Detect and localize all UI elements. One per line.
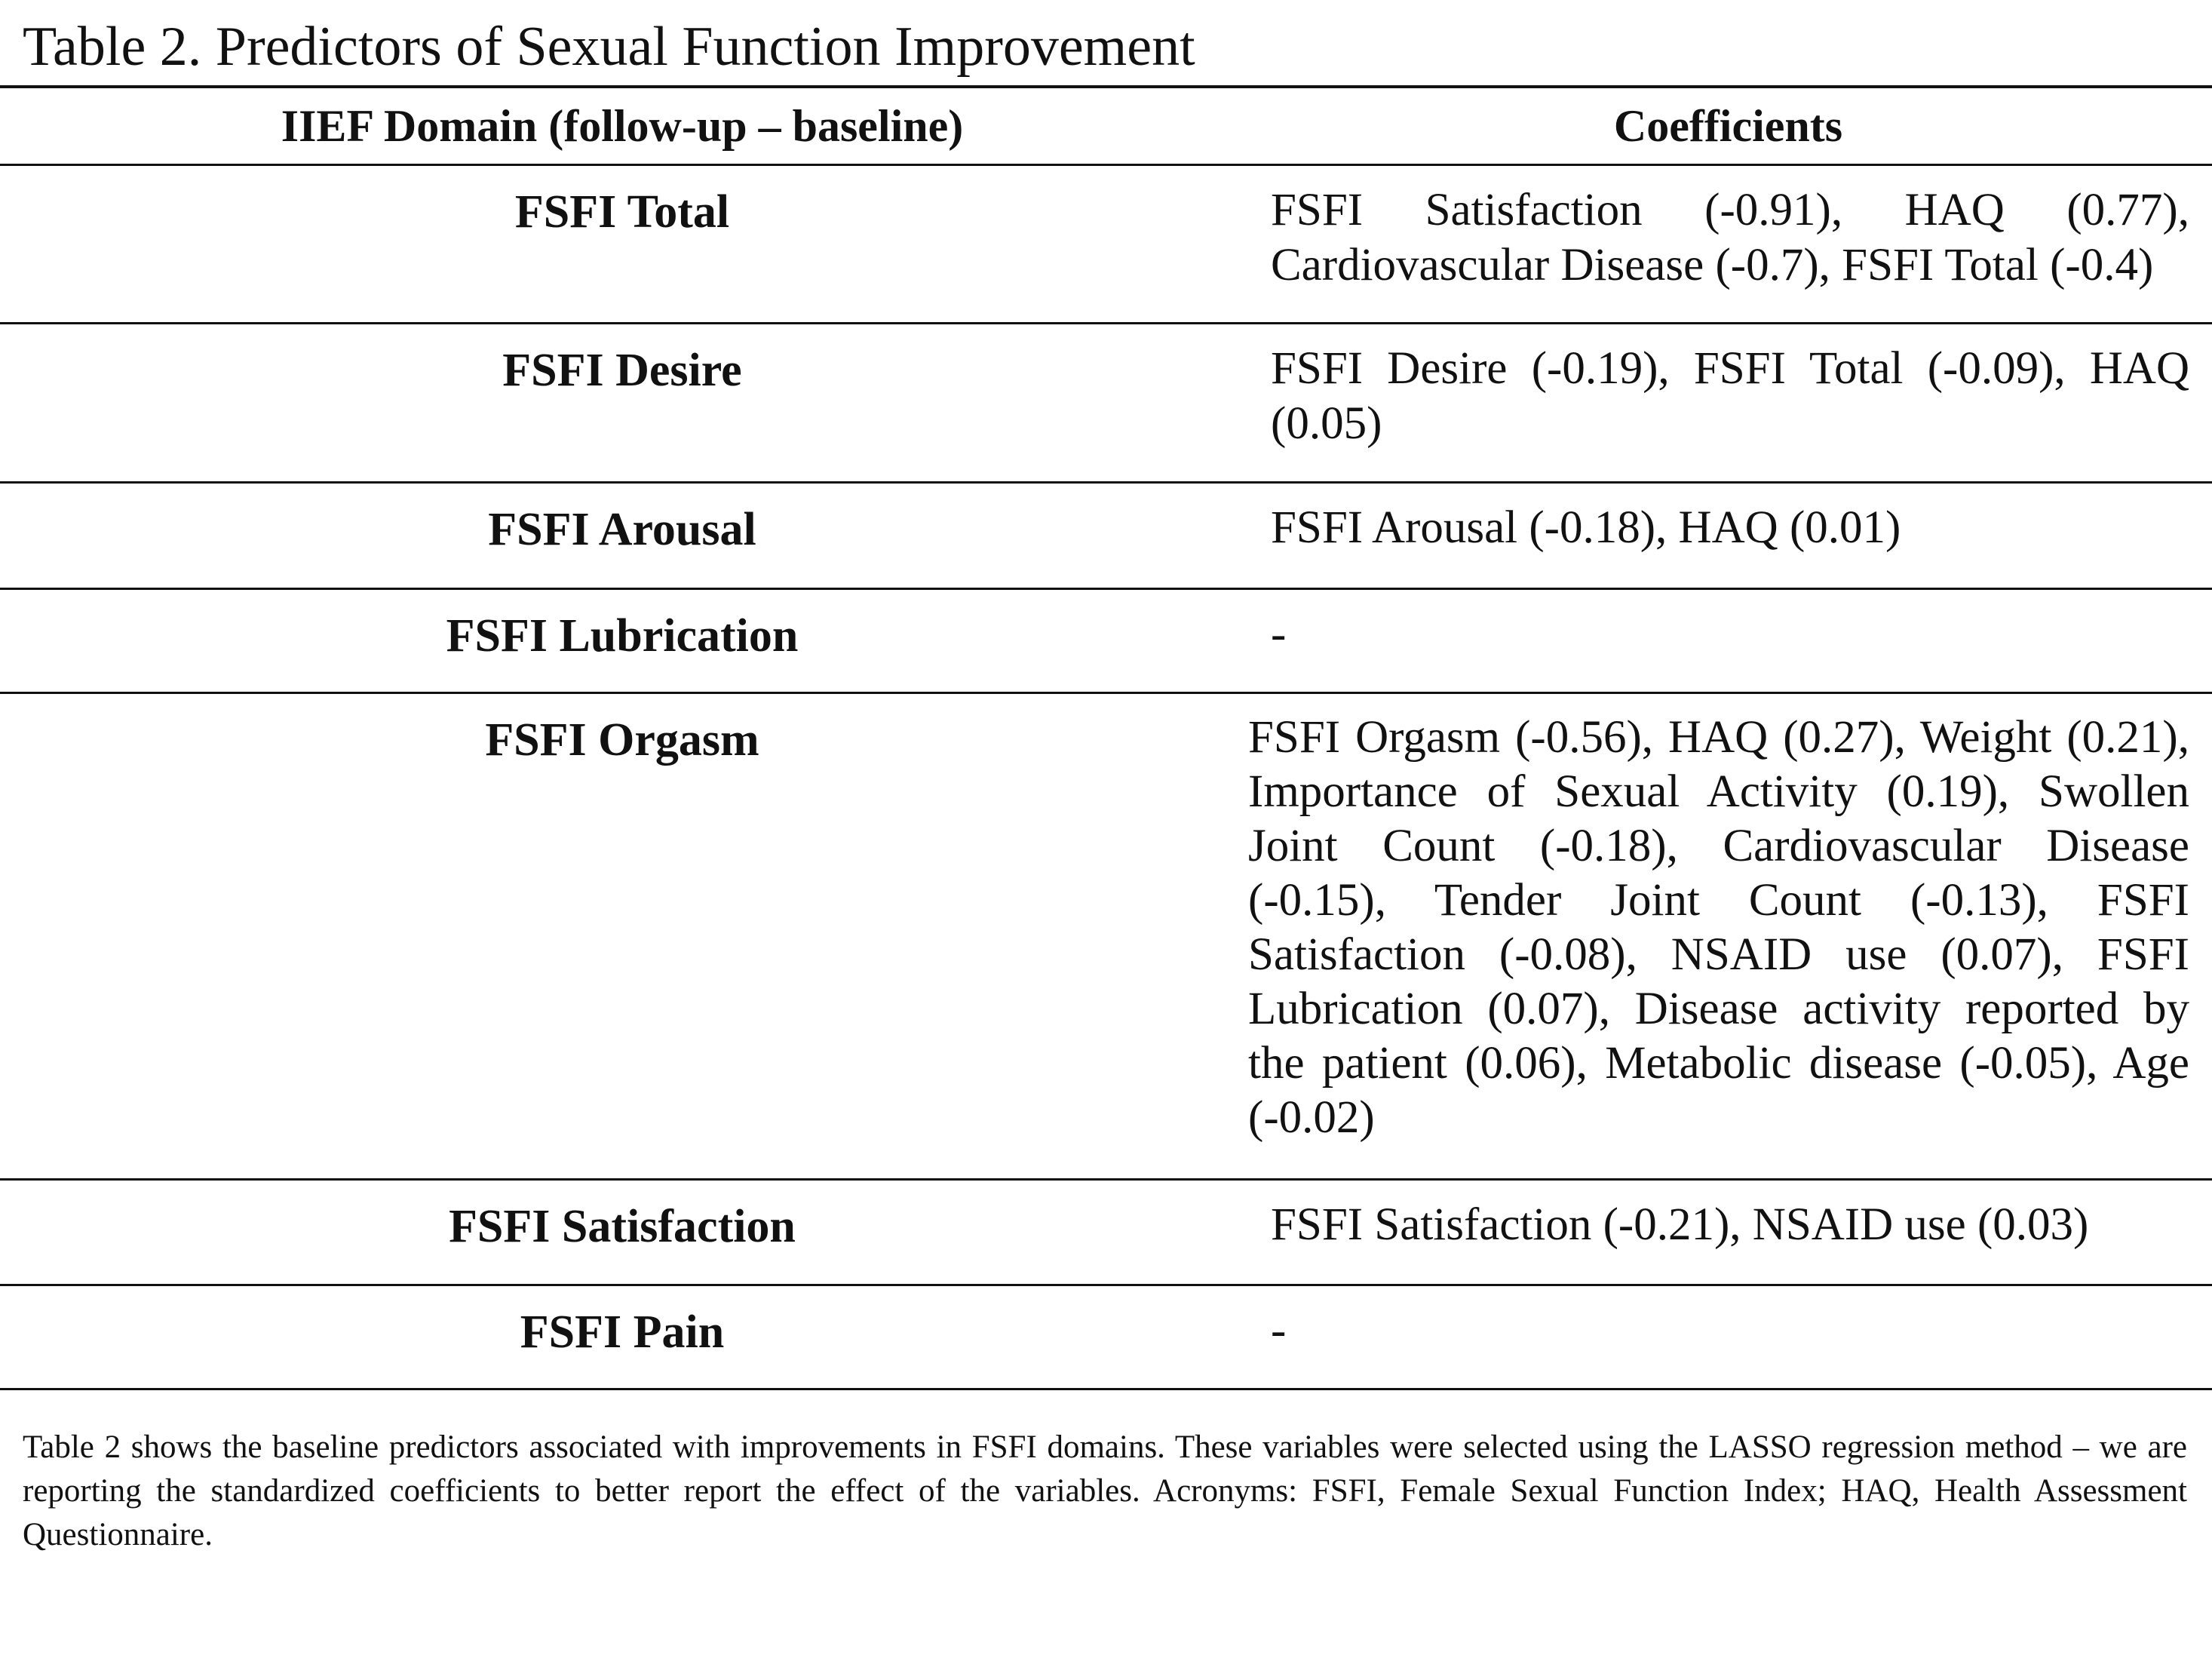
- row-domain: FSFI Pain: [520, 1306, 725, 1358]
- header-domain: IIEF Domain (follow-up – baseline): [281, 100, 964, 151]
- table-row: [0, 589, 2212, 693]
- header-coefficients: Coefficients: [1613, 100, 1843, 151]
- table-title: Table 2. Predictors of Sexual Function Improvement: [23, 16, 1195, 78]
- table-header-row: [0, 87, 2212, 165]
- row-domain: FSFI Total: [514, 186, 730, 238]
- table-row: [0, 693, 2212, 1180]
- table-row: [0, 1285, 2212, 1389]
- table-row: [0, 1180, 2212, 1285]
- row-domain: FSFI Lubrication: [446, 610, 799, 662]
- row-coefficients: FSFI Satisfaction (-0.21), NSAID use (0.03): [1271, 1199, 2089, 1250]
- row-coefficients: -: [1271, 609, 1287, 659]
- row-coefficients: FSFI Satisfaction (-0.91), HAQ (0.77), Cardiovascular Disease (-0.7), FSFI Total (-0.4): [1271, 185, 2189, 290]
- table-row: [0, 165, 2212, 324]
- row-domain: FSFI Orgasm: [485, 714, 759, 766]
- row-coefficients: -: [1271, 1305, 1287, 1356]
- row-coefficients: FSFI Orgasm (-0.56), HAQ (0.27), Weight (0.21), Importance of Sexual Activity (0.19), Swollen Joint Count (-0.18), Cardiovascular Disease (-0.15), Tender Joint Count (-0.13), FSFI Satisfaction (-0.08), NSAID use (0.07), FSFI Lubrication (0.07), Disease activity reported by the patient (0.06), Metabolic disease (-0.05), Age (-0.02): [1248, 712, 2189, 1143]
- predictors-table: [0, 85, 2212, 1390]
- row-domain: FSFI Satisfaction: [449, 1201, 796, 1252]
- table-row: [0, 324, 2212, 483]
- row-coefficients: FSFI Arousal (-0.18), HAQ (0.01): [1271, 502, 1901, 553]
- row-domain: FSFI Arousal: [488, 504, 756, 555]
- table-footnote: Table 2 shows the baseline predictors associated with improvements in FSFI domains. These variables were selected using the LASSO regression method – we are reporting the standardized coefficients to better report the effect of the variables. Acronyms: FSFI, Female Sexual Function Index; HAQ, Health Assessment Questionnaire.: [23, 1429, 2187, 1552]
- row-domain: FSFI Desire: [502, 345, 742, 396]
- row-coefficients: FSFI Desire (-0.19), FSFI Total (-0.09), HAQ (0.05): [1271, 343, 2189, 449]
- table-row: [0, 483, 2212, 589]
